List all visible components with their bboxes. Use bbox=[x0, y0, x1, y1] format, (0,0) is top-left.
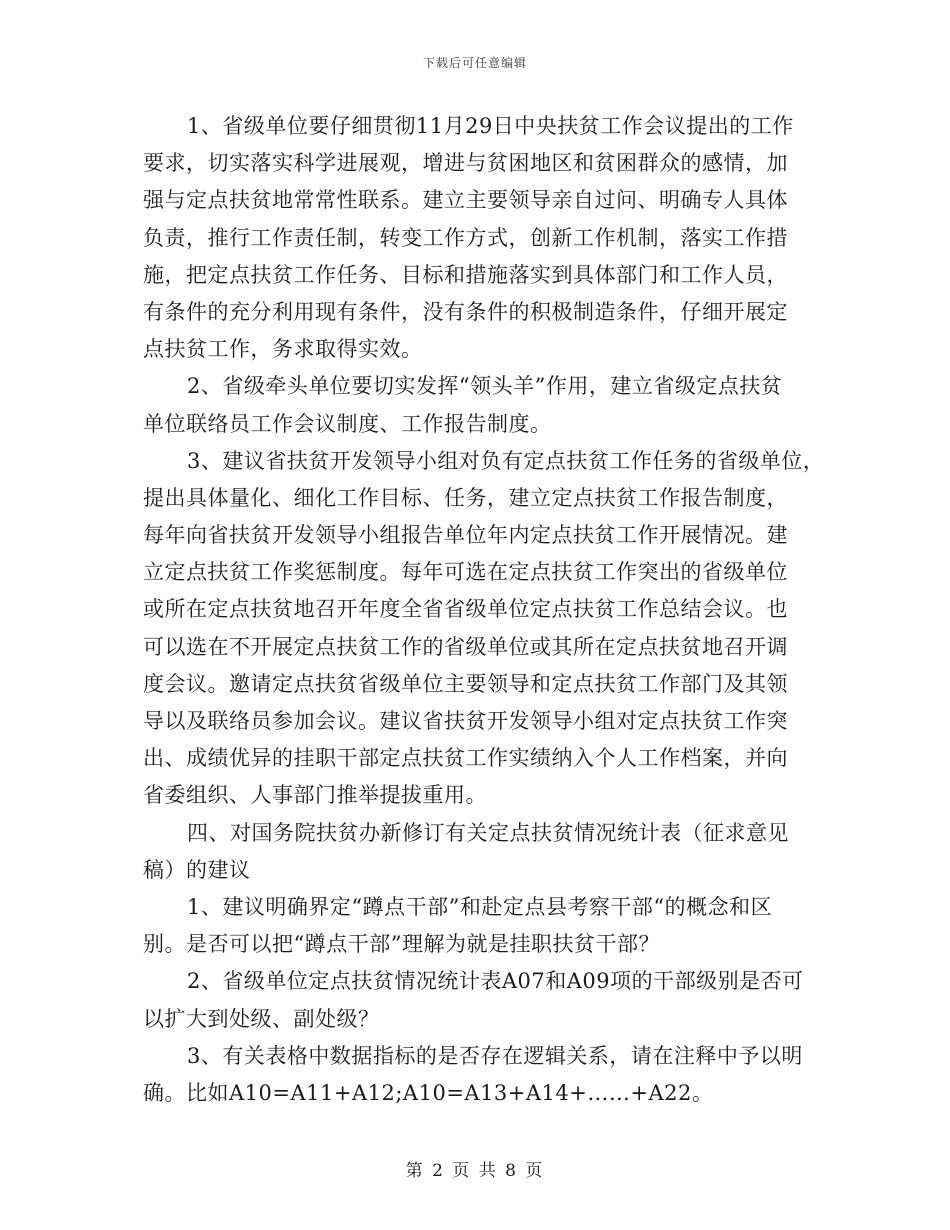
section-heading: 四、对国务院扶贫办新修订有关定点扶贫情况统计表（征求意见 bbox=[187, 820, 789, 845]
paragraph-line: 立定点扶贫工作奖惩制度。每年可选在定点扶贫工作突出的省级单位 bbox=[143, 560, 788, 585]
paragraph-line: 3、建议省扶贫开发领导小组对负有定点扶贫工作任务的省级单位， bbox=[187, 448, 825, 473]
paragraph-line: 强与定点扶贫地常常性联系。建立主要领导亲自过问、明确专人具体 bbox=[143, 188, 788, 213]
paragraph-line: 度会议。邀请定点扶贫省级单位主要领导和定点扶贫工作部门及其领 bbox=[143, 671, 788, 696]
paragraph-line: 别。是否可以把“蹲点干部”理解为就是挂职扶贫干部？ bbox=[143, 932, 660, 957]
paragraph-line: 出、成绩优异的挂职干部定点扶贫工作实绩纳入个人工作档案，并向 bbox=[143, 746, 788, 771]
page-footer: 第 2 页 共 8 页 bbox=[405, 1161, 545, 1181]
paragraph-line: 有条件的充分利用现有条件，没有条件的积极制造条件，仔细开展定 bbox=[143, 299, 788, 324]
paragraph-line: 1、建议明确界定“蹲点干部”和赴定点县考察干部“的概念和区 bbox=[187, 894, 773, 919]
paragraph-line: 施，把定点扶贫工作任务、目标和措施落实到具体部门和工作人员， bbox=[143, 262, 788, 287]
paragraph-line: 每年向省扶贫开发领导小组报告单位年内定点扶贫工作开展情况。建 bbox=[143, 523, 788, 548]
paragraph-line: 可以选在不开展定点扶贫工作的省级单位或其所在定点扶贫地召开调 bbox=[143, 634, 788, 659]
page-header: 下载后可任意编辑 bbox=[422, 56, 527, 70]
paragraph-line: 2、省级单位定点扶贫情况统计表A07和A09项的干部级别是否可 bbox=[187, 969, 804, 994]
paragraph-line: 点扶贫工作，务求取得实效。 bbox=[143, 337, 423, 362]
paragraph-line: 或所在定点扶贫地召开年度全省省级单位定点扶贫工作总结会议。也 bbox=[143, 597, 788, 622]
paragraph-line: 要求，切实落实科学进展观，增进与贫困地区和贫困群众的感情，加 bbox=[143, 151, 788, 176]
paragraph-line: 单位联络员工作会议制度、工作报告制度。 bbox=[143, 411, 552, 436]
paragraph-line: 1、省级单位要仔细贯彻11月29日中央扶贫工作会议提出的工作 bbox=[187, 114, 794, 138]
paragraph-line: 以扩大到处级、副处级？ bbox=[143, 1006, 380, 1031]
paragraph-line: 导以及联络员参加会议。建议省扶贫开发领导小组对定点扶贫工作突 bbox=[143, 709, 788, 733]
document-body bbox=[143, 108, 823, 1112]
paragraph-line: 提出具体量化、细化工作目标、任务，建立定点扶贫工作报告制度， bbox=[143, 485, 788, 510]
paragraph-line: 确。比如A10=A11+A12;A10=A13+A14+……+A22。 bbox=[143, 1080, 714, 1105]
paragraph-line: 2、省级牵头单位要切实发挥“领头羊”作用，建立省级定点扶贫 bbox=[187, 374, 783, 399]
paragraph-line: 负责，推行工作责任制，转变工作方式，创新工作机制，落实工作措 bbox=[143, 225, 788, 250]
paragraph-line: 3、有关表格中数据指标的是否存在逻辑关系，请在注释中予以明 bbox=[187, 1043, 803, 1068]
paragraph-line: 省委组织、人事部门推举提拔重用。 bbox=[143, 783, 487, 808]
section-heading-cont: 稿）的建议 bbox=[143, 857, 251, 882]
